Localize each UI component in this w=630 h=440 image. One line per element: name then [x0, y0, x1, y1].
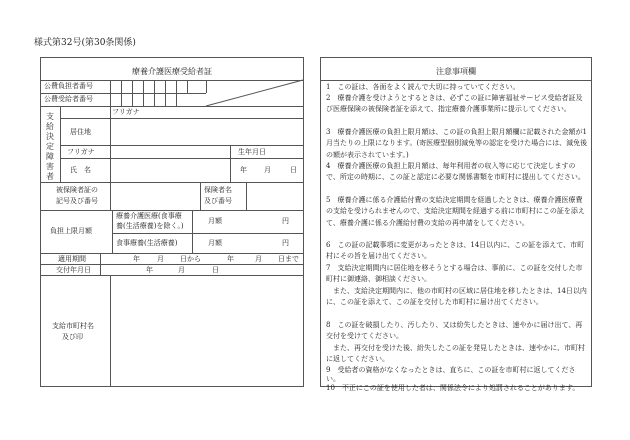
note-7-cont: また、支給決定期間内に、他の市町村の区域に居住地を移したときは、14日以内に、この証を添えて、この証を交付した市町村に届け出てください。: [326, 287, 587, 307]
insured-card-label-2: 記号及び番号: [56, 197, 98, 205]
section-vertical-label: 支給決定障害者: [46, 112, 54, 181]
note-6: 6 この証の記載事項に変更があったときは、14日以内に、この証を添えて、市町村にその旨を届け出てください。: [326, 241, 585, 261]
note-4: 4 療養介護医療の負担上限月額は、毎年利用者の収入等に応じて決定しますので、所定の時期に、この証と認定に必要な関係書類を市町村に提出してください。: [326, 162, 585, 182]
limit-row1-amount-label: 月額: [208, 217, 222, 225]
note-8-cont: また、再交付を受けた後、紛失したこの証を発見したときは、速やかに、市町村に返してください。: [326, 344, 585, 364]
certificate-title: 療養介護医療受給者証: [132, 67, 212, 76]
note-3: 3 療養介護医療の負担上限月額は、この証の負担上限月額欄に記載された金額が1月当たりの上限になります。(寄医療型個別減免等の認定を受けた場合には、減免後の額が表示されています。): [326, 128, 588, 159]
period-from-month: 月: [157, 255, 164, 263]
period-from-suffix: 日から: [180, 255, 201, 263]
note-10: 10 不正にこの証を使用した者は、関係法令により処罰されることがあります。: [326, 384, 580, 392]
note-7: 7 支給決定期間内に居住地を移そうとする場合は、事前に、この証を交付した市町村に御連絡、御相談ください。: [326, 264, 583, 284]
limit-row2-label: 食事療養(生活療養): [116, 239, 178, 247]
period-to-suffix: 日まで: [278, 255, 299, 263]
note-1: 1 この証は、各面をよく読んで大切に持っていてください。: [326, 83, 520, 91]
municipal-label-2: 及び印: [62, 333, 83, 341]
insurer-label-2: 及び番号: [204, 197, 232, 205]
birth-day-char: 日: [290, 166, 297, 174]
note-8: 8 この証を破損したり、汚したり、又は紛失したときは、速やかに届け出て、再交付を受けてください。: [326, 321, 583, 341]
issue-year-char: 年: [146, 266, 153, 274]
insured-card-label-1: 被保険者証の: [56, 186, 98, 194]
limit-row1-yen: 円: [282, 217, 289, 225]
birth-date-header: 生年月日: [238, 148, 266, 156]
note-9: 9 受給者の資格がなくなったときは、直ちに、この証を市町村に返してください。: [326, 366, 576, 383]
birth-year-char: 年: [240, 166, 247, 174]
provider-number-label: 公費負担者番号: [44, 82, 93, 90]
limit-row1-line2: 養(生活療養)を除く。): [116, 222, 184, 230]
insurer-label-1: 保険者名: [204, 186, 232, 194]
furigana-label: フリガナ: [112, 108, 140, 116]
limit-row2-yen: 円: [282, 239, 289, 247]
note-2: 2 療養介護を受けようとするときは、必ずこの証に障害福祉サービス受給者証及び医療保険の被保険者証を添えて、指定療養介護事業所に提示してください。: [326, 94, 583, 114]
monthly-limit-label: 負担上限月額: [50, 227, 92, 235]
address-label: 居住地: [70, 128, 91, 136]
issue-month-char: 月: [178, 266, 185, 274]
issue-day-char: 日: [212, 266, 219, 274]
issue-date-label: 交付年月日: [56, 266, 91, 274]
period-label: 適用期間: [58, 255, 86, 263]
notes-title: 注意事項欄: [436, 67, 476, 76]
limit-row1-line1: 療養介護医療(食事療: [116, 212, 182, 220]
limit-row2-amount-label: 月額: [208, 239, 222, 247]
municipal-label-1: 支給市町村名: [52, 322, 94, 330]
period-from-year: 年: [133, 255, 140, 263]
birth-month-char: 月: [264, 166, 271, 174]
furigana-label-2: フリガナ: [67, 148, 95, 156]
note-5: 5 療養介護に係る介護給付費の支給決定期間を経過したときは、療養介護医療費の支給を受けられませんので、支給決定期間を経過する前に市町村にこの証を添えて、療養介護に係る介護給付費の支給の再申請をしてください。: [326, 196, 585, 227]
recipient-number-label: 公費受給者番号: [44, 95, 93, 103]
period-to-month: 月: [255, 255, 262, 263]
name-label: 氏 名: [70, 166, 91, 174]
period-to-year: 年: [227, 255, 234, 263]
form-number-label: 様式第32号(第30条関係): [34, 38, 136, 48]
